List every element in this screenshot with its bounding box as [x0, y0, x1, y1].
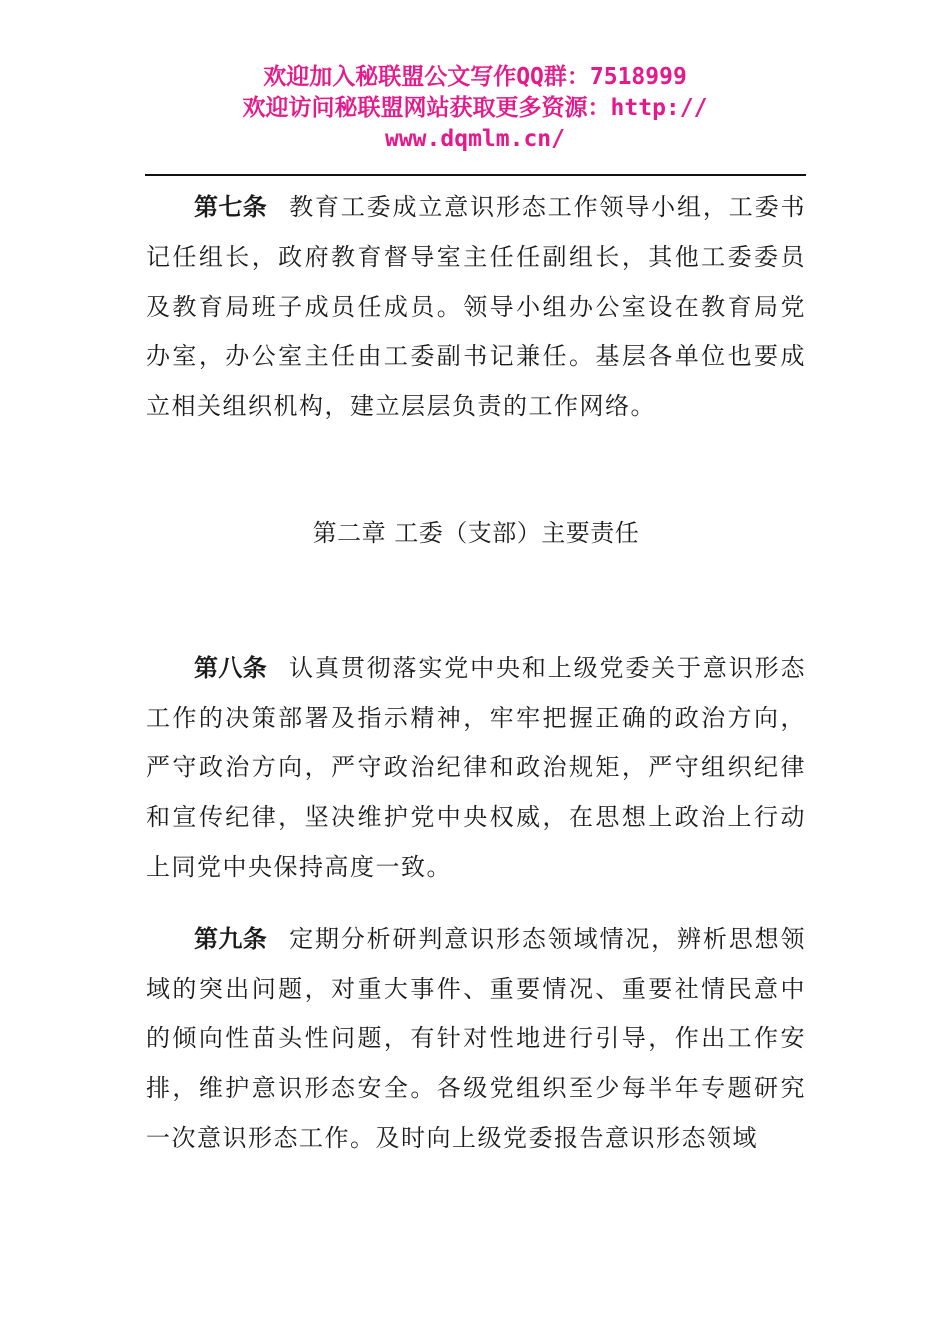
header-line-url: www.dqmlm.cn/ — [384, 126, 565, 152]
article-8-label: 第八条 — [194, 653, 268, 682]
spacer — [146, 893, 806, 915]
chapter-2-title: 第二章 工委（支部）主要责任 — [312, 518, 640, 547]
spacer — [146, 559, 806, 644]
header-line-website: 欢迎访问秘联盟网站获取更多资源：http:// — [242, 95, 708, 121]
spacer — [146, 432, 806, 509]
article-8-paragraph — [146, 644, 806, 893]
article-9-label: 第九条 — [194, 924, 268, 953]
document-body — [146, 183, 806, 1164]
header-divider — [145, 174, 806, 176]
watermark-header — [0, 62, 950, 155]
header-line-qq-group: 欢迎加入秘联盟公文写作QQ群：7518999 — [263, 64, 687, 90]
article-7-paragraph — [146, 183, 806, 432]
article-7-text: 教育工委成立意识形态工作领导小组，工委书记任组长，政府教育督导室主任任副组长，其他工委委员及教育局班子成员任成员。领导小组办公室设在教育局党办室，办公室主任由工委副书记兼任。基层各单位也要成立相关组织机构，建立层层负责的工作网络。 — [146, 193, 807, 421]
article-8-text: 认真贯彻落实党中央和上级党委关于意识形态工作的决策部署及指示精神，牢牢把握正确的政治方向，严守政治方向，严守政治纪律和政治规矩，严守组织纪律和宣传纪律，坚决维护党中央权威，在思想上政治上行动上同党中央保持高度一致。 — [146, 653, 807, 881]
article-9-text: 定期分析研判意识形态领域情况，辨析思想领域的突出问题，对重大事件、重要情况、重要社情民意中的倾向性苗头性问题，有针对性地进行引导，作出工作安排，维护意识形态安全。各级党组织至少每半年专题研究一次意识形态工作。及时向上级党委报告意识形态领域 — [146, 924, 807, 1152]
article-9-paragraph — [146, 915, 806, 1164]
article-7-label: 第七条 — [194, 193, 268, 221]
